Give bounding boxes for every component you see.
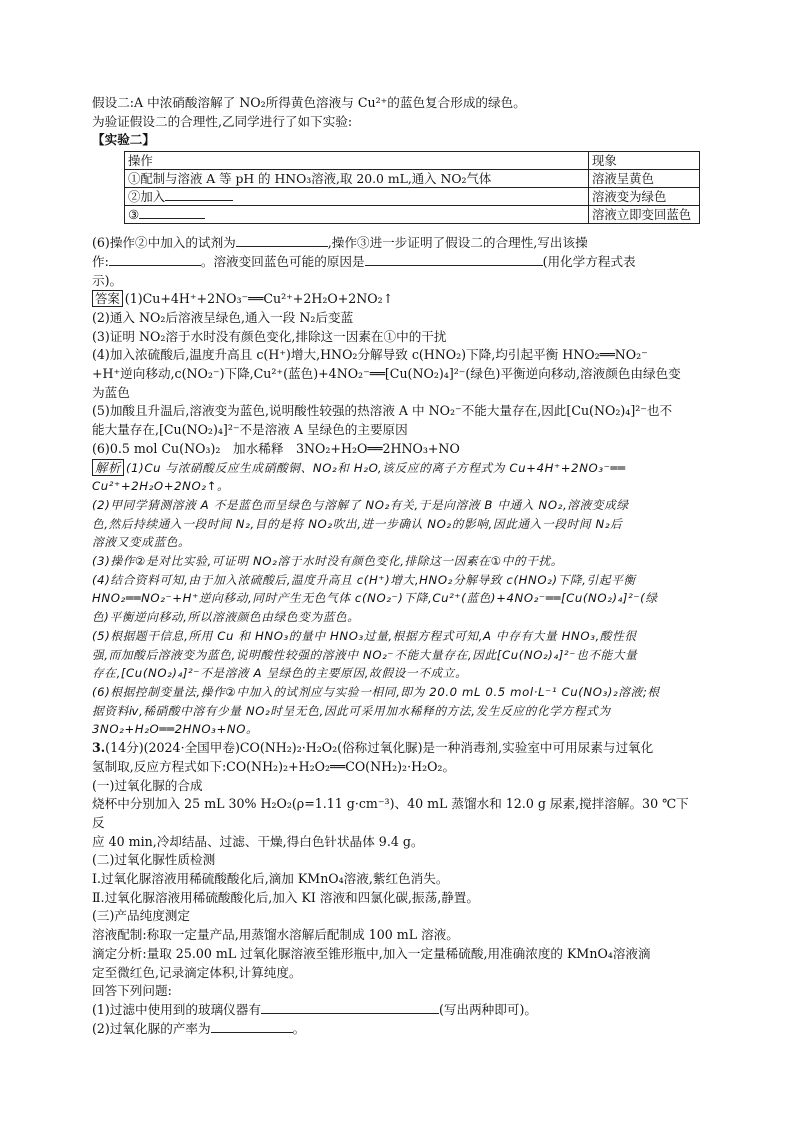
q3-sub-text: (写出两种即可)。 — [438, 1001, 537, 1017]
q3-line: (二)过氧化脲性质检测 — [92, 852, 216, 868]
q3-line: (一)过氧化脲的合成 — [92, 777, 203, 793]
analysis-tag: 解析 — [92, 459, 124, 476]
q3-line: 应 40 min,冷却结晶、过滤、干燥,得白色针状晶体 9.4 g。 — [92, 833, 424, 849]
q3-line: Ⅱ.过氧化脲溶液用稀硫酸酸化后,加入 KI 溶液和四氯化碳,振荡,静置。 — [92, 889, 479, 905]
q3-line: (三)产品纯度测定 — [92, 908, 190, 924]
q6-text: 作: — [92, 253, 109, 269]
table-header-cell: 现象 — [589, 152, 700, 170]
analysis-line: (5)根据题干信息,所用 Cu 和 HNO₃的量中 HNO₃过量,根据方程式可知,A 中存有大量 HNO₃,酸性很 — [92, 628, 637, 643]
table-cell: 溶液变为绿色 — [589, 188, 700, 206]
hypothesis-2: 假设二:A 中浓硝酸溶解了 NO₂所得黄色溶液与 Cu²⁺的蓝色复合形成的绿色。 — [92, 95, 526, 110]
answer-line: (6)0.5 mol Cu(NO₃)₂ 加水稀释 3NO₂+H₂O══2HNO₃+NO — [92, 440, 460, 456]
table-row — [125, 188, 700, 206]
analysis-line: 溶液又变成蓝色。 — [92, 535, 191, 550]
answer-line: (2)通入 NO₂后溶液呈绿色,通入一段 N₂后变蓝 — [92, 309, 354, 325]
analysis-line: (1)Cu 与浓硝酸反应生成硝酸铜、NO₂和 H₂O,该反应的离子方程式为 Cu+4H⁺+2NO₃⁻══ — [125, 460, 626, 475]
answer-line: 能大量存在,[Cu(NO₂)₄]²⁻不是溶液 A 呈绿色的主要原因 — [92, 422, 408, 438]
question-6 — [92, 234, 700, 253]
q3-line: 滴定分析:量取 25.00 mL 过氧化脲溶液至锥形瓶中,加入一定量稀硫酸,用准确浓度的 KMnO₄溶液滴 — [92, 945, 651, 961]
answer-blank — [211, 1020, 293, 1033]
q6-text: 。溶液变回蓝色可能的原因是 — [200, 253, 365, 269]
q3-line: 回答下列问题: — [92, 983, 172, 999]
analysis-line: 存在,[Cu(NO₂)₄]²⁻不是溶液 A 呈绿色的主要原因,故假设一不成立。 — [92, 666, 468, 681]
analysis-line: 3NO₂+H₂O══2HNO₃+NO。 — [92, 722, 259, 737]
answer-line: (3)证明 NO₂溶于水时没有颜色变化,排除这一因素在①中的干扰 — [92, 328, 447, 344]
answer-tag: 答案 — [92, 290, 123, 307]
q3-line: 氢制取,反应方程式如下:CO(NH₂)₂+H₂O₂══CO(NH₂)₂·H₂O₂。 — [92, 758, 456, 774]
analysis-line: 色)平衡逆向移动,所以溶液颜色由绿色变为蓝色。 — [92, 610, 360, 625]
analysis-line: 强,而加酸后溶液变为蓝色,说明酸性较强的溶液中 NO₂⁻不能大量存在,因此[Cu(NO₂)₄]²⁻也不能大量 — [92, 647, 638, 662]
table-cell: ①配制与溶液 A 等 pH 的 HNO₃溶液,取 20.0 mL,通入 NO₂气体 — [125, 170, 589, 188]
table-cell — [125, 188, 589, 206]
q3-sub1 — [92, 1001, 700, 1020]
answer-blank — [139, 206, 205, 219]
question-6-cont — [92, 253, 700, 272]
experiment-title: 【实验二】 — [92, 132, 155, 148]
answer-line: +H⁺逆向移动,c(NO₂⁻)下降,Cu²⁺(蓝色)+4NO₂⁻══[Cu(NO₂)₄]²⁻(绿色)平衡逆向移动,溶液颜色由绿色变 — [92, 366, 681, 382]
q3-line: Ⅰ.过氧化脲溶液用稀硫酸酸化后,滴加 KMnO₄溶液,紫红色消失。 — [92, 871, 449, 887]
answer-block — [92, 290, 700, 458]
analysis-line: (3)操作②是对比实验,可证明 NO₂溶于水时没有颜色变化,排除这一因素在①中的干扰。 — [92, 554, 564, 569]
q3-line: 烧杯中分别加入 25 mL 30% H₂O₂(ρ=1.11 g·cm⁻³)、40 mL 蒸馏水和 12.0 g 尿素,搅拌溶解。30 ℃下反 — [92, 796, 689, 830]
analysis-line: HNO₂══NO₂⁻+H⁺逆向移动,同时产生无色气体 c(NO₂⁻)下降,Cu²⁺(蓝色)+4NO₂⁻══[Cu(NO₂)₄]²⁻(绿 — [92, 591, 658, 606]
analysis-block — [92, 459, 700, 740]
experiment-table — [124, 151, 700, 224]
analysis-line: (6)根据控制变量法,操作②中加入的试剂应与实验一相同,即为 20.0 mL 0.5 mol·L⁻¹ Cu(NO₃)₂溶液;根 — [92, 684, 660, 699]
analysis-line: 色,然后持续通入一段时间 N₂,目的是将 NO₂吹出,进一步确认 NO₂的影响,因此通入一段时间 N₂后 — [92, 516, 623, 531]
table-header-cell: 操作 — [125, 152, 589, 170]
q3-line: 溶液配制:称取一定量产品,用蒸馏水溶解后配制成 100 mL 溶液。 — [92, 927, 459, 943]
q3-sub2 — [92, 1020, 700, 1039]
q3-sub-text: (2)过氧化脲的产率为 — [92, 1020, 211, 1036]
q6-text: (6)操作②中加入的试剂为 — [92, 235, 236, 251]
q3-sub-text: 。 — [292, 1020, 306, 1036]
verify-intro: 为验证假设二的合理性,乙同学进行了如下实验: — [92, 113, 353, 129]
q6-text: ,操作③进一步证明了假设二的合理性,写出该操 — [327, 235, 588, 251]
question-6-cont: 示)。 — [92, 272, 123, 288]
analysis-line: (4)结合资料可知,由于加入浓硫酸后,温度升高且 c(H⁺)增大,HNO₂分解导致 c(HNO₂)下降,引起平衡 — [92, 572, 636, 587]
row3-op: ③ — [128, 207, 140, 223]
question-number: 3. — [92, 740, 106, 756]
answer-line: (5)加酸且升温后,溶液变为蓝色,说明酸性较强的热溶液 A 中 NO₂⁻不能大量存在,因此[Cu(NO₂)₄]²⁻也不 — [92, 403, 673, 419]
q3-line: (14分)(2024·全国甲卷)CO(NH₂)₂·H₂O₂(俗称过氧化脲)是一种消毒剂,实验室中可用尿素与过氧化 — [105, 740, 654, 756]
answer-blank — [261, 1001, 439, 1014]
document-page — [92, 94, 700, 1038]
row2-op: ②加入 — [128, 189, 166, 205]
answer-blank — [109, 253, 201, 266]
analysis-line: Cu²⁺+2H₂O+2NO₂↑。 — [92, 479, 230, 494]
table-row — [125, 206, 700, 224]
answer-blank — [165, 188, 233, 201]
q3-line: 定至微红色,记录滴定体积,计算纯度。 — [92, 964, 302, 980]
answer-line: (4)加入浓硫酸后,温度升高且 c(H⁺)增大,HNO₂分解导致 c(HNO₂)下降,均引起平衡 HNO₂══NO₂⁻ — [92, 347, 648, 363]
question-3 — [92, 739, 700, 1038]
q6-text: (用化学方程式表 — [542, 253, 636, 269]
answer-blank — [365, 253, 543, 266]
analysis-line: (2)甲同学猜测溶液 A 不是蓝色而呈绿色与溶解了 NO₂有关,于是向溶液 B 中通入 NO₂,溶液变成绿 — [92, 497, 629, 512]
answer-line: (1)Cu+4H⁺+2NO₃⁻══Cu²⁺+2H₂O+2NO₂↑ — [124, 291, 394, 307]
table-cell: 溶液立即变回蓝色 — [589, 206, 700, 224]
answer-line: 为蓝色 — [92, 384, 130, 400]
table-header-row — [125, 152, 700, 170]
q3-sub-text: (1)过滤中使用到的玻璃仪器有 — [92, 1001, 261, 1017]
table-cell — [125, 206, 589, 224]
table-row — [125, 170, 700, 188]
table-cell: 溶液呈黄色 — [589, 170, 700, 188]
answer-blank — [236, 234, 328, 247]
analysis-line: 据资料ⅳ,稀硝酸中溶有少量 NO₂时呈无色,因此可采用加水稀释的方法,发生反应的化学方程式为 — [92, 703, 611, 718]
